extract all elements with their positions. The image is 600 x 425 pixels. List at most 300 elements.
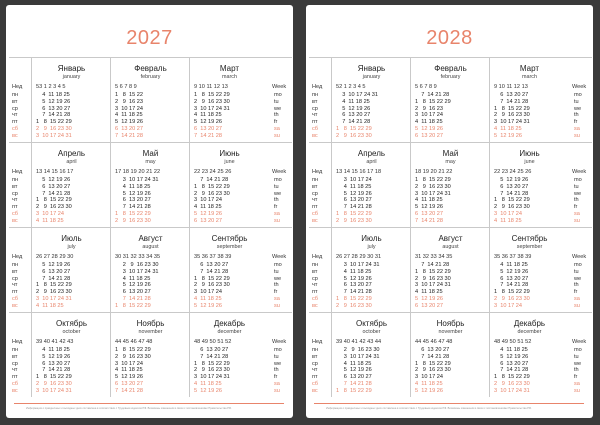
day-row: 4 11 18 25 [115, 367, 143, 374]
weekday-label: we [574, 190, 582, 197]
weekday-label: пн [312, 347, 319, 353]
weekday-labels-ru [9, 58, 31, 142]
weekday-label: tu [574, 183, 579, 190]
day-row: 2 9 16 23 30 [336, 217, 372, 224]
week-label-en: Week [272, 254, 287, 260]
weekday-label: чт [12, 112, 18, 119]
day-row: 5 12 19 26 [494, 353, 529, 360]
weekday-label: mo [574, 177, 582, 183]
weekday-label: su [274, 302, 280, 309]
weekday-label: ср [12, 190, 18, 197]
quarter-row [309, 57, 592, 142]
weekday-label: ср [312, 275, 318, 282]
weekday-label: mo [574, 262, 582, 268]
day-row: 5 12 19 26 [115, 282, 151, 289]
day-row: 6 13 20 27 [336, 374, 372, 381]
day-row: 1 8 15 22 29 [194, 275, 230, 282]
month-days [415, 177, 451, 225]
day-row: 6 13 20 27 [194, 217, 222, 224]
footer-note: Информация о праздничных и выходных днях составлена в соответствии с Трудовым кодексом РФ. Возможны изменения в связи с постановлениями Правительства РФ. [26, 407, 232, 410]
day-row: 5 12 19 26 [336, 275, 372, 282]
day-row: 3 10 17 24 [36, 210, 64, 217]
month-name-en: august [142, 244, 159, 250]
day-row: 5 12 19 26 [194, 119, 222, 126]
day-row: 1 8 15 22 29 [336, 125, 372, 132]
month-days [336, 347, 380, 395]
week-number-label: Нед [312, 169, 323, 175]
weekday-label: sa [574, 126, 580, 132]
month-block [331, 58, 411, 142]
day-row: 4 11 18 25 [415, 380, 443, 387]
month-block [110, 58, 190, 142]
week-number-label: Нед [12, 84, 23, 90]
day-row: 2 9 16 23 30 [194, 190, 230, 197]
weekday-label: вс [312, 132, 318, 139]
month-name-ru: Август [138, 234, 163, 243]
month-days [115, 262, 159, 310]
weekday-label: пт [12, 119, 18, 126]
week-numbers: 22 23 24 25 26 [494, 169, 532, 175]
day-row: 3 10 17 24 31 [115, 177, 159, 183]
day-row: 5 12 19 26 [194, 387, 222, 394]
weekday-labels-en [570, 228, 592, 312]
week-numbers: 5 6 7 8 9 [415, 84, 437, 90]
month-block [410, 228, 490, 312]
week-number-label: Нед [12, 254, 23, 260]
weekday-label: th [574, 367, 579, 374]
month-name-ru: Март [519, 64, 540, 73]
day-row: 3 10 17 24 31 [336, 262, 380, 268]
day-row: 4 11 18 25 [194, 204, 222, 211]
weekday-label: вс [12, 387, 18, 394]
month-days [115, 92, 143, 140]
day-row: 4 11 18 25 [115, 112, 143, 119]
week-numbers: 53 1 2 3 4 5 [36, 84, 66, 90]
day-row: 2 9 16 23 30 [36, 125, 72, 132]
month-days [494, 92, 530, 140]
day-row: 1 8 15 22 29 [494, 374, 530, 381]
weekday-label: su [274, 132, 280, 139]
week-numbers: 39 40 41 42 43 44 [336, 339, 382, 345]
footer-note: Информация о праздничных и выходных днях составлена в соответствии с Трудовым кодексом РФ. Возможны изменения в связи с постановлениями Правительства РФ. [326, 407, 532, 410]
day-row: 4 11 18 25 [194, 112, 222, 119]
day-row: 1 8 15 22 29 [194, 183, 230, 190]
day-row: 1 8 15 22 29 [115, 210, 151, 217]
month-block [410, 143, 490, 227]
weekday-label: mo [274, 347, 282, 353]
day-row: 4 11 18 25 [494, 217, 522, 224]
day-row: 3 10 17 24 [494, 302, 522, 309]
month-days [494, 347, 530, 395]
weekday-label: mo [274, 92, 282, 98]
day-row: 5 12 19 26 [415, 204, 443, 211]
month-days [336, 262, 380, 310]
weekday-labels-ru [9, 143, 31, 227]
weekday-label: mo [274, 177, 282, 183]
week-numbers: 44 45 46 47 48 [415, 339, 453, 345]
day-row: 3 10 17 24 [194, 197, 222, 204]
month-days [115, 177, 159, 225]
weekday-label: пт [12, 374, 18, 381]
day-row: 7 14 21 28 [115, 387, 143, 394]
month-days [36, 262, 72, 310]
day-row: 1 8 15 22 29 [336, 210, 372, 217]
month-name-ru: Декабрь [213, 319, 246, 328]
weekday-label: fr [274, 289, 278, 296]
day-row: 3 10 17 24 [115, 360, 143, 367]
day-row: 4 11 18 25 [336, 360, 372, 367]
weekday-label: сб [12, 126, 19, 132]
day-row: 2 9 16 23 30 [36, 204, 72, 211]
month-name-en: april [66, 159, 77, 165]
weekday-label: we [274, 360, 282, 367]
month-name-ru: Февраль [434, 64, 467, 73]
week-number-label: Нед [312, 339, 323, 345]
weekday-label: пт [312, 374, 318, 381]
day-row: 1 8 15 22 [115, 92, 143, 98]
day-row: 1 8 15 22 29 [194, 92, 230, 98]
day-row: 7 14 21 28 [115, 295, 151, 302]
weekday-label: th [574, 112, 579, 119]
day-row: 2 9 16 23 30 [336, 302, 372, 309]
day-row: 5 12 19 26 [415, 387, 443, 394]
day-row: 5 12 19 26 [494, 132, 522, 139]
month-name-en: may [145, 159, 156, 165]
day-row: 1 8 15 22 29 [336, 387, 372, 394]
month-block [489, 143, 569, 227]
weekday-label: th [274, 367, 279, 374]
weekday-label: ср [12, 275, 18, 282]
week-numbers: 52 1 2 3 4 5 [336, 84, 366, 90]
weekday-label: пт [12, 289, 18, 296]
weekday-label: tu [274, 98, 279, 105]
day-row: 2 9 16 23 30 [194, 282, 230, 289]
day-row: 1 8 15 22 29 [415, 268, 451, 275]
day-row: 7 14 21 28 [194, 268, 229, 275]
weekday-label: вт [12, 353, 18, 360]
quarter-row [309, 227, 592, 312]
calendar-grid [309, 57, 592, 397]
month-name-ru: Январь [57, 64, 86, 73]
day-row: 4 11 18 25 [494, 347, 528, 353]
month-days [36, 177, 72, 225]
month-days [336, 92, 378, 140]
day-row: 3 10 17 24 31 [36, 295, 72, 302]
day-row: 3 10 17 24 31 [336, 92, 378, 98]
weekday-label: th [274, 197, 279, 204]
day-row: 5 12 19 26 [115, 119, 143, 126]
day-row: 5 12 19 26 [494, 268, 529, 275]
weekday-label: tu [274, 183, 279, 190]
month-name-ru: Октябрь [55, 319, 87, 328]
day-row: 6 13 20 27 [36, 183, 71, 190]
week-label-en: Week [272, 169, 287, 175]
month-block [331, 313, 411, 397]
day-row: 7 14 21 28 [415, 262, 450, 268]
weekday-label: ср [312, 105, 318, 112]
weekday-label: сб [12, 211, 19, 217]
day-row: 7 14 21 28 [36, 367, 71, 374]
day-row: 6 13 20 27 [36, 105, 71, 112]
week-numbers: 35 36 37 38 39 [194, 254, 232, 260]
day-row: 7 14 21 28 [36, 275, 71, 282]
weekday-label: ср [12, 360, 18, 367]
weekday-label: th [274, 282, 279, 289]
weekday-label: чт [12, 282, 18, 289]
month-days [415, 92, 451, 140]
day-row: 2 9 16 23 30 [494, 204, 530, 211]
weekday-label: пт [12, 204, 18, 211]
week-numbers: 44 45 46 47 48 [115, 339, 153, 345]
weekday-label: ср [312, 190, 318, 197]
day-row: 1 8 15 22 29 [115, 347, 151, 353]
weekday-label: th [274, 112, 279, 119]
day-row: 7 14 21 28 [115, 204, 151, 211]
day-row: 6 13 20 27 [36, 268, 71, 275]
month-days [36, 347, 72, 395]
weekday-label: fr [574, 289, 578, 296]
day-row: 6 13 20 27 [115, 289, 151, 296]
month-name-en: october [62, 329, 81, 335]
week-numbers: 13 14 15 16 17 18 [336, 169, 382, 175]
month-days [194, 92, 230, 140]
quarter-row [309, 312, 592, 397]
weekday-label: su [574, 217, 580, 224]
weekday-label: пн [12, 92, 19, 98]
day-row: 3 10 17 24 [115, 105, 143, 112]
month-block [189, 228, 269, 312]
week-numbers: 9 10 11 12 13 [194, 84, 228, 90]
weekday-label: пн [12, 347, 19, 353]
day-row: 4 11 18 25 [336, 98, 370, 105]
day-row: 5 12 19 26 [415, 295, 443, 302]
month-name-ru: Ноябрь [136, 319, 165, 328]
week-number-label: Нед [312, 254, 323, 260]
weekday-labels-ru [9, 228, 31, 312]
page-2028 [306, 5, 593, 418]
week-numbers: 48 49 50 51 52 [194, 339, 232, 345]
day-row: 6 13 20 27 [494, 275, 529, 282]
month-days [194, 262, 230, 310]
weekday-labels-en [570, 143, 592, 227]
weekday-label: чт [312, 282, 318, 289]
day-row: 2 9 16 23 30 [494, 112, 530, 119]
day-row: 2 9 16 23 30 [494, 380, 530, 387]
day-row: 1 8 15 22 29 [494, 105, 530, 112]
day-row: 3 10 17 24 31 [415, 190, 451, 197]
calendar-grid [9, 57, 292, 397]
month-name-ru: Ноябрь [436, 319, 465, 328]
day-row: 7 14 21 28 [194, 132, 222, 139]
weekday-label: чт [312, 112, 318, 119]
day-row: 2 9 16 23 30 [194, 98, 230, 105]
weekday-label: пн [12, 177, 19, 183]
day-row: 3 10 17 24 31 [194, 374, 230, 381]
day-row: 4 11 18 25 [36, 92, 70, 98]
week-numbers: 5 6 7 8 9 [115, 84, 137, 90]
day-row: 3 10 17 24 31 [415, 282, 451, 289]
weekday-labels-ru [309, 143, 331, 227]
year-title: 2028 [426, 27, 473, 49]
weekday-labels-ru [309, 58, 331, 142]
day-row: 4 11 18 25 [494, 125, 522, 132]
day-row: 7 14 21 28 [336, 204, 372, 211]
day-row: 6 13 20 27 [415, 302, 443, 309]
month-name-ru: Июль [361, 234, 382, 243]
day-row: 1 8 15 22 29 [494, 197, 530, 204]
day-row: 5 12 19 26 [36, 262, 71, 268]
month-name-en: february [440, 74, 461, 80]
weekday-label: sa [574, 296, 580, 302]
weekday-label: пн [312, 262, 319, 268]
day-row: 2 9 16 23 30 [415, 367, 451, 374]
month-name-en: july [367, 244, 376, 250]
month-block [189, 58, 269, 142]
day-row: 7 14 21 28 [36, 112, 71, 119]
day-row: 5 12 19 26 [336, 190, 372, 197]
page-2027 [6, 5, 293, 418]
quarter-row [9, 312, 292, 397]
day-row: 5 12 19 26 [415, 125, 443, 132]
day-row: 4 11 18 25 [415, 197, 443, 204]
day-row: 6 13 20 27 [494, 92, 529, 98]
day-row: 6 13 20 27 [194, 262, 229, 268]
footer-divider [314, 403, 584, 404]
weekday-label: tu [274, 268, 279, 275]
month-block [31, 58, 111, 142]
week-numbers: 39 40 41 42 43 [36, 339, 74, 345]
day-row: 7 14 21 28 [115, 132, 143, 139]
weekday-labels-ru [309, 228, 331, 312]
month-name-ru: Июнь [219, 149, 240, 158]
weekday-label: we [274, 105, 282, 112]
day-row: 5 12 19 26 [36, 98, 71, 105]
weekday-label: вт [12, 98, 18, 105]
day-row: 4 11 18 25 [36, 347, 70, 353]
month-name-ru: Март [219, 64, 240, 73]
year-title: 2027 [126, 27, 173, 49]
day-row: 6 13 20 27 [36, 360, 71, 367]
weekday-label: вс [12, 132, 18, 139]
week-number-label: Нед [12, 169, 23, 175]
weekday-label: вт [12, 268, 18, 275]
weekday-label: fr [574, 374, 578, 381]
weekday-label: вс [312, 387, 318, 394]
month-block [110, 143, 190, 227]
weekday-label: fr [274, 119, 278, 126]
weekday-label: вт [312, 268, 318, 275]
day-row: 7 14 21 28 [494, 367, 529, 374]
month-name-en: december [517, 329, 542, 335]
day-row: 1 8 15 22 29 [36, 374, 72, 381]
day-row: 6 13 20 27 [194, 125, 222, 132]
day-row: 4 11 18 25 [36, 302, 64, 309]
month-block [331, 143, 411, 227]
day-row: 1 8 15 22 29 [36, 197, 72, 204]
month-name-ru: Июнь [519, 149, 540, 158]
weekday-label: пн [312, 92, 319, 98]
week-numbers: 35 36 37 38 39 [494, 254, 532, 260]
weekday-label: пт [312, 204, 318, 211]
day-row: 2 9 16 23 30 [36, 380, 72, 387]
week-numbers: 26 27 28 29 30 31 [336, 254, 382, 260]
month-name-en: november [138, 329, 163, 335]
month-name-en: march [222, 74, 237, 80]
day-row: 2 9 16 23 30 [36, 289, 72, 296]
day-row: 4 11 18 25 [415, 289, 443, 296]
month-days [415, 347, 451, 395]
day-row: 3 10 17 24 31 [494, 119, 530, 126]
day-row: 1 8 15 22 29 [494, 289, 530, 296]
day-row: 7 14 21 28 [415, 353, 450, 360]
day-row: 2 9 16 23 30 [415, 275, 451, 282]
day-row: 6 13 20 27 [115, 380, 143, 387]
month-block [189, 313, 269, 397]
weekday-labels-en [270, 58, 292, 142]
month-name-en: september [216, 244, 243, 250]
week-number-label: Нед [12, 339, 23, 345]
month-name-en: january [62, 74, 81, 80]
day-row: 2 9 16 23 30 [194, 367, 230, 374]
day-row: 2 9 16 23 30 [494, 295, 530, 302]
day-row: 6 13 20 27 [194, 347, 229, 353]
month-block [110, 313, 190, 397]
week-numbers: 17 18 19 20 21 22 [115, 169, 161, 175]
week-label-en: Week [572, 169, 587, 175]
weekday-label: tu [574, 268, 579, 275]
weekday-label: su [274, 387, 280, 394]
weekday-label: сб [312, 296, 319, 302]
day-row: 7 14 21 28 [336, 380, 372, 387]
weekday-label: th [574, 197, 579, 204]
day-row: 4 11 18 25 [336, 183, 372, 190]
month-name-en: june [524, 159, 535, 165]
weekday-label: sa [574, 381, 580, 387]
weekday-label: вт [12, 183, 18, 190]
day-row: 2 9 16 23 30 [336, 347, 380, 353]
month-name-en: september [516, 244, 543, 250]
day-row: 2 9 16 23 30 [115, 217, 151, 224]
day-row: 3 10 17 24 31 [494, 387, 530, 394]
month-name-en: april [366, 159, 377, 165]
weekday-labels-en [570, 58, 592, 142]
day-row: 3 10 17 24 31 [194, 105, 230, 112]
day-row: 1 8 15 22 29 [36, 119, 72, 126]
week-label-en: Week [272, 84, 287, 90]
weekday-label: mo [274, 262, 282, 268]
month-block [31, 313, 111, 397]
weekday-label: чт [312, 367, 318, 374]
day-row: 5 12 19 26 [494, 177, 529, 183]
day-row: 3 10 17 24 31 [36, 387, 72, 394]
weekday-labels-en [270, 143, 292, 227]
week-numbers: 22 23 24 25 26 [194, 169, 232, 175]
weekday-label: сб [12, 381, 19, 387]
day-row: 2 9 16 23 30 [415, 183, 451, 190]
month-block [189, 143, 269, 227]
quarter-row [309, 142, 592, 227]
day-row: 6 13 20 27 [336, 197, 372, 204]
month-days [494, 177, 530, 225]
day-row: 7 14 21 28 [194, 353, 229, 360]
day-row: 2 9 16 23 30 [115, 262, 159, 268]
weekday-label: su [574, 387, 580, 394]
day-row: 3 10 17 24 [415, 374, 443, 381]
day-row: 6 13 20 27 [415, 347, 450, 353]
month-name-en: december [217, 329, 242, 335]
weekday-label: вт [312, 98, 318, 105]
day-row: 6 13 20 27 [415, 210, 443, 217]
